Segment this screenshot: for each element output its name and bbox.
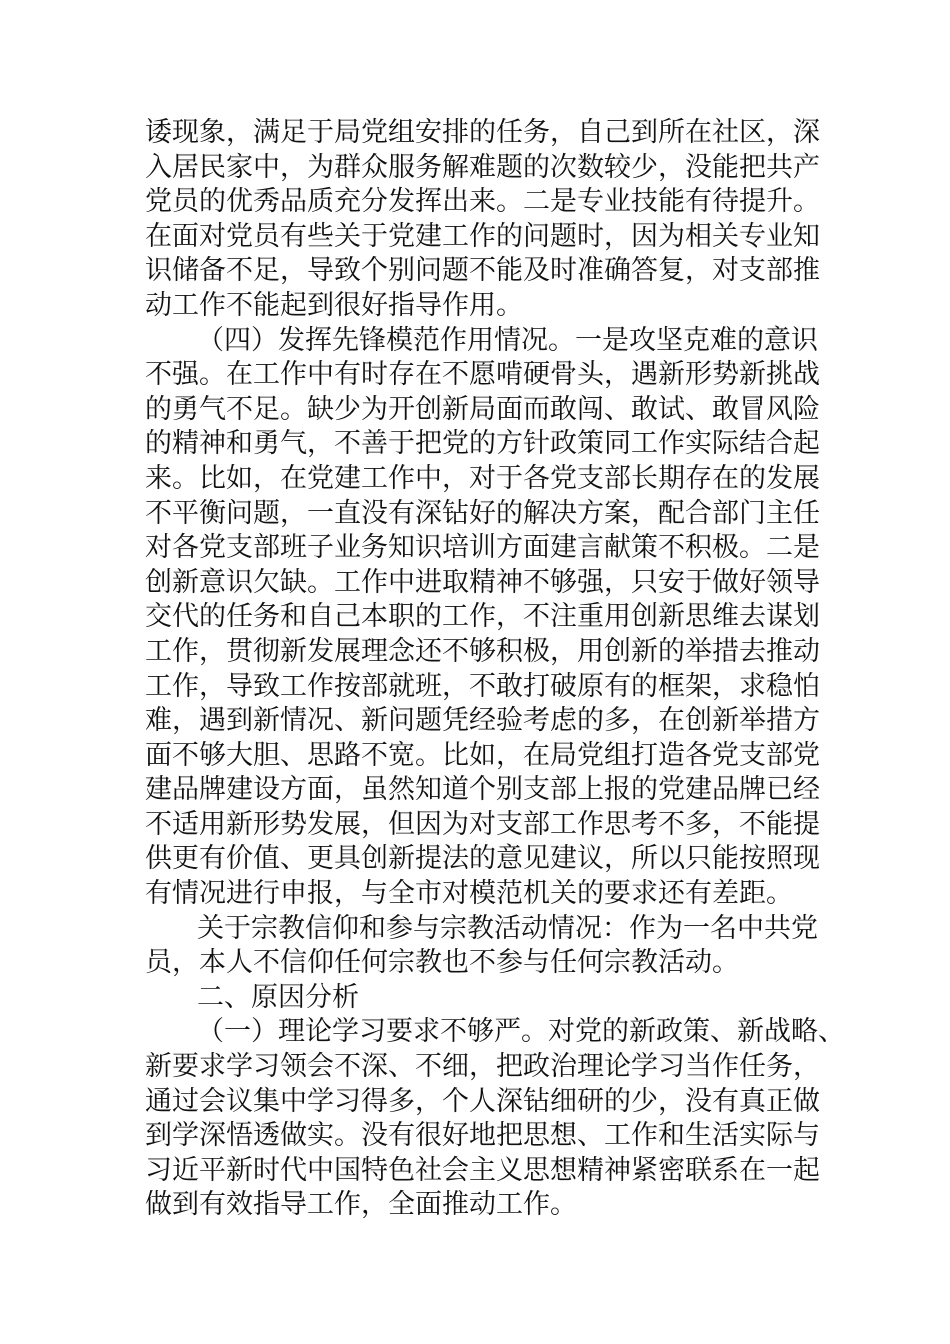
text-line: 对各党支部班子业务知识培训方面建言献策不积极。二是 (145, 532, 820, 564)
text-line: 入居民家中，为群众服务解难题的次数较少，没能把共产 (145, 151, 820, 183)
text-line: 交代的任务和自己本职的工作，不注重用创新思维去谋划 (145, 601, 820, 633)
text-line: 识储备不足，导致个别问题不能及时准确答复，对支部推 (145, 255, 820, 287)
text-line: 的勇气不足。缺少为开创新局面而敢闯、敢试、敢冒风险 (145, 393, 820, 425)
body-text (145, 116, 845, 1223)
text-line: 工作，导致工作按部就班，不敢打破原有的框架，求稳怕 (145, 670, 820, 702)
text-line: 到学深悟透做实。没有很好地把思想、工作和生活实际与 (145, 1120, 820, 1152)
text-line: 工作，贯彻新发展理念还不够积极，用创新的举措去推动 (145, 635, 820, 667)
text-line: 供更有价值、更具创新提法的意见建议，所以只能按照现 (145, 843, 820, 875)
text-line: 新要求学习领会不深、不细，把政治理论学习当作任务， (145, 1051, 820, 1083)
text-line: 在面对党员有些关于党建工作的问题时，因为相关专业知 (145, 220, 820, 252)
text-line: 建品牌建设方面，虽然知道个别支部上报的党建品牌已经 (145, 774, 820, 806)
text-line: 通过会议集中学习得多，个人深钻细研的少，没有真正做 (145, 1085, 820, 1117)
text-line: 不强。在工作中有时存在不愿啃硬骨头，遇新形势新挑战 (145, 359, 820, 391)
section-heading: 二、原因分析 (197, 981, 359, 1013)
paragraph-start-line: （一）理论学习要求不够严。对党的新政策、新战略、 (197, 1016, 845, 1048)
text-line: 做到有效指导工作，全面推动工作。 (145, 1189, 577, 1221)
text-line: 动工作不能起到很好指导作用。 (145, 289, 523, 321)
paragraph-start-line: 关于宗教信仰和参与宗教活动情况：作为一名中共党 (197, 912, 818, 944)
text-line: 党员的优秀品质充分发挥出来。二是专业技能有待提升。 (145, 186, 820, 218)
text-line: 习近平新时代中国特色社会主义思想精神紧密联系在一起 (145, 1154, 820, 1186)
text-line: 面不够大胆、思路不宽。比如，在局党组打造各党支部党 (145, 739, 820, 771)
text-line: 来。比如，在党建工作中，对于各党支部长期存在的发展 (145, 462, 820, 494)
text-line: 诿现象，满足于局党组安排的任务，自己到所在社区，深 (145, 117, 820, 148)
text-line: 不平衡问题，一直没有深钻好的解决方案，配合部门主任 (145, 497, 820, 529)
text-line: 员，本人不信仰任何宗教也不参与任何宗教活动。 (145, 947, 739, 979)
paragraph-start-line: （四）发挥先锋模范作用情况。一是攻坚克难的意识 (197, 324, 818, 356)
text-line: 难，遇到新情况、新问题凭经验考虑的多，在创新举措方 (145, 705, 820, 737)
text-line: 创新意识欠缺。工作中进取精神不够强，只安于做好领导 (145, 566, 820, 598)
text-line: 有情况进行申报，与全市对模范机关的要求还有差距。 (145, 878, 793, 910)
text-line: 的精神和勇气，不善于把党的方针政策同工作实际结合起 (145, 428, 820, 460)
text-line: 不适用新形势发展，但因为对支部工作思考不多，不能提 (145, 808, 820, 840)
